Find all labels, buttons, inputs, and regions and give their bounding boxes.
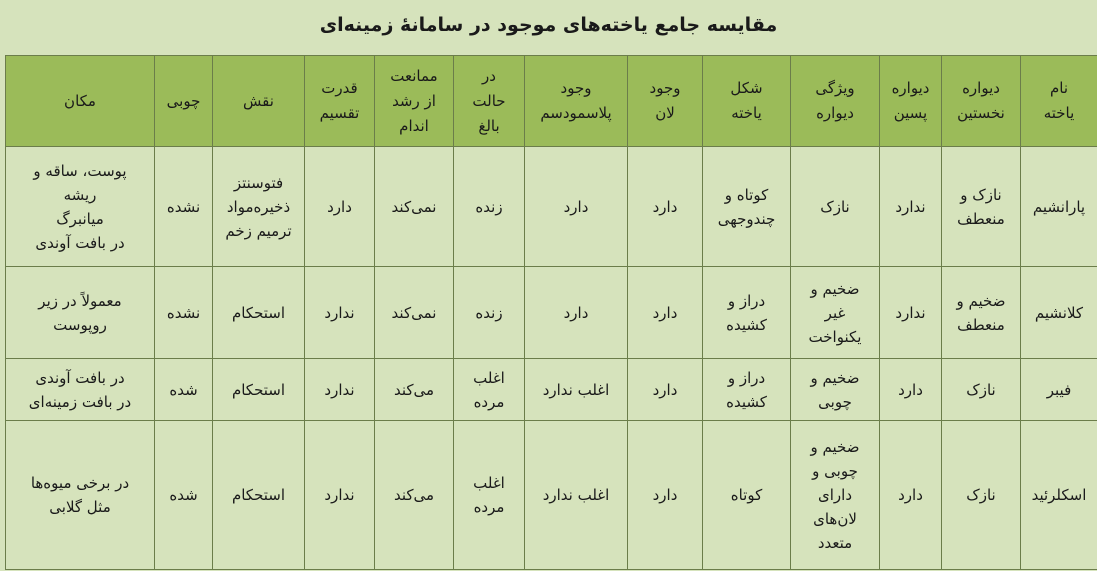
table-cell: شده (155, 421, 213, 570)
table-cell: فیبر (1021, 359, 1097, 421)
table-cell: نشده (155, 267, 213, 359)
table-cell: ضخیم و غیر یکنواخت (791, 267, 880, 359)
table-cell: استحکام (213, 267, 305, 359)
table-cell: استحکام (213, 359, 305, 421)
table-cell: دارد (525, 267, 628, 359)
table-row (6, 267, 1097, 359)
table-cell: ندارد (305, 267, 375, 359)
header-cell: در حالت بالغ (454, 56, 525, 147)
table-cell: زنده (454, 267, 525, 359)
table-cell: استحکام (213, 421, 305, 570)
table-cell: ندارد (305, 421, 375, 570)
table-cell: پوست، ساقه و ریشه میانبرگ در بافت آوندی (6, 147, 155, 267)
table-cell: نمی‌کند (375, 267, 454, 359)
table-cell: نازک (942, 359, 1021, 421)
header-cell: چوبی (155, 56, 213, 147)
table-cell: دارد (305, 147, 375, 267)
header-cell: وجود لان (628, 56, 703, 147)
header-cell: ویژگی دیواره (791, 56, 880, 147)
table-cell: ندارد (880, 147, 942, 267)
header-cell: ممانعت از رشد اندام (375, 56, 454, 147)
table-cell: زنده (454, 147, 525, 267)
table-cell: ضخیم و چوبی و دارای لان‌های متعدد (791, 421, 880, 570)
table-cell: فتوسنتز ذخیره‌مواد ترمیم زخم (213, 147, 305, 267)
table-cell: کوتاه (703, 421, 791, 570)
table-row (6, 421, 1097, 570)
table-cell: دراز و کشیده (703, 267, 791, 359)
table-row (6, 147, 1097, 267)
table-cell: ندارد (305, 359, 375, 421)
table-cell: دارد (628, 147, 703, 267)
header-cell: نام یاخته (1021, 56, 1097, 147)
table-cell: نازک (942, 421, 1021, 570)
table-cell: کلانشیم (1021, 267, 1097, 359)
table-cell: پارانشیم (1021, 147, 1097, 267)
table-cell: نمی‌کند (375, 147, 454, 267)
table-cell: اغلب مرده (454, 359, 525, 421)
table-cell: اغلب ندارد (525, 359, 628, 421)
comparison-table (5, 55, 1097, 570)
table-cell: شده (155, 359, 213, 421)
table-cell: دارد (525, 147, 628, 267)
table-cell: نازک و منعطف (942, 147, 1021, 267)
table-cell: دارد (628, 267, 703, 359)
table-cell: ضخیم و منعطف (942, 267, 1021, 359)
table-cell: اسکلرئید (1021, 421, 1097, 570)
table-cell: می‌کند (375, 421, 454, 570)
header-cell: نقش (213, 56, 305, 147)
table-cell: دراز و کشیده (703, 359, 791, 421)
table-cell: نشده (155, 147, 213, 267)
table-cell: در برخی میوه‌ها مثل گلابی (6, 421, 155, 570)
table-row (6, 359, 1097, 421)
table-cell: ضخیم و چوبی (791, 359, 880, 421)
header-cell: دیواره نخستین (942, 56, 1021, 147)
header-cell: وجود پلاسمودسم (525, 56, 628, 147)
table-cell: اغلب ندارد (525, 421, 628, 570)
header-cell: مکان (6, 56, 155, 147)
header-cell: قدرت تقسیم (305, 56, 375, 147)
table-cell: معمولاً در زیر روپوست (6, 267, 155, 359)
header-row (6, 56, 1097, 147)
header-cell: دیواره پسین (880, 56, 942, 147)
table-cell: نازک (791, 147, 880, 267)
table-title: مقایسه جامع یاخته‌های موجود در سامانهٔ زمینه‌ای (319, 14, 778, 36)
table-cell: ندارد (880, 267, 942, 359)
table-cell: دارد (628, 359, 703, 421)
header-cell: شکل یاخته (703, 56, 791, 147)
table-cell: کوتاه و چندوجهی (703, 147, 791, 267)
table-cell: در بافت آوندی در بافت زمینه‌ای (6, 359, 155, 421)
table-cell: دارد (628, 421, 703, 570)
table-cell: دارد (880, 421, 942, 570)
table-cell: دارد (880, 359, 942, 421)
table-cell: می‌کند (375, 359, 454, 421)
table-cell: اغلب مرده (454, 421, 525, 570)
